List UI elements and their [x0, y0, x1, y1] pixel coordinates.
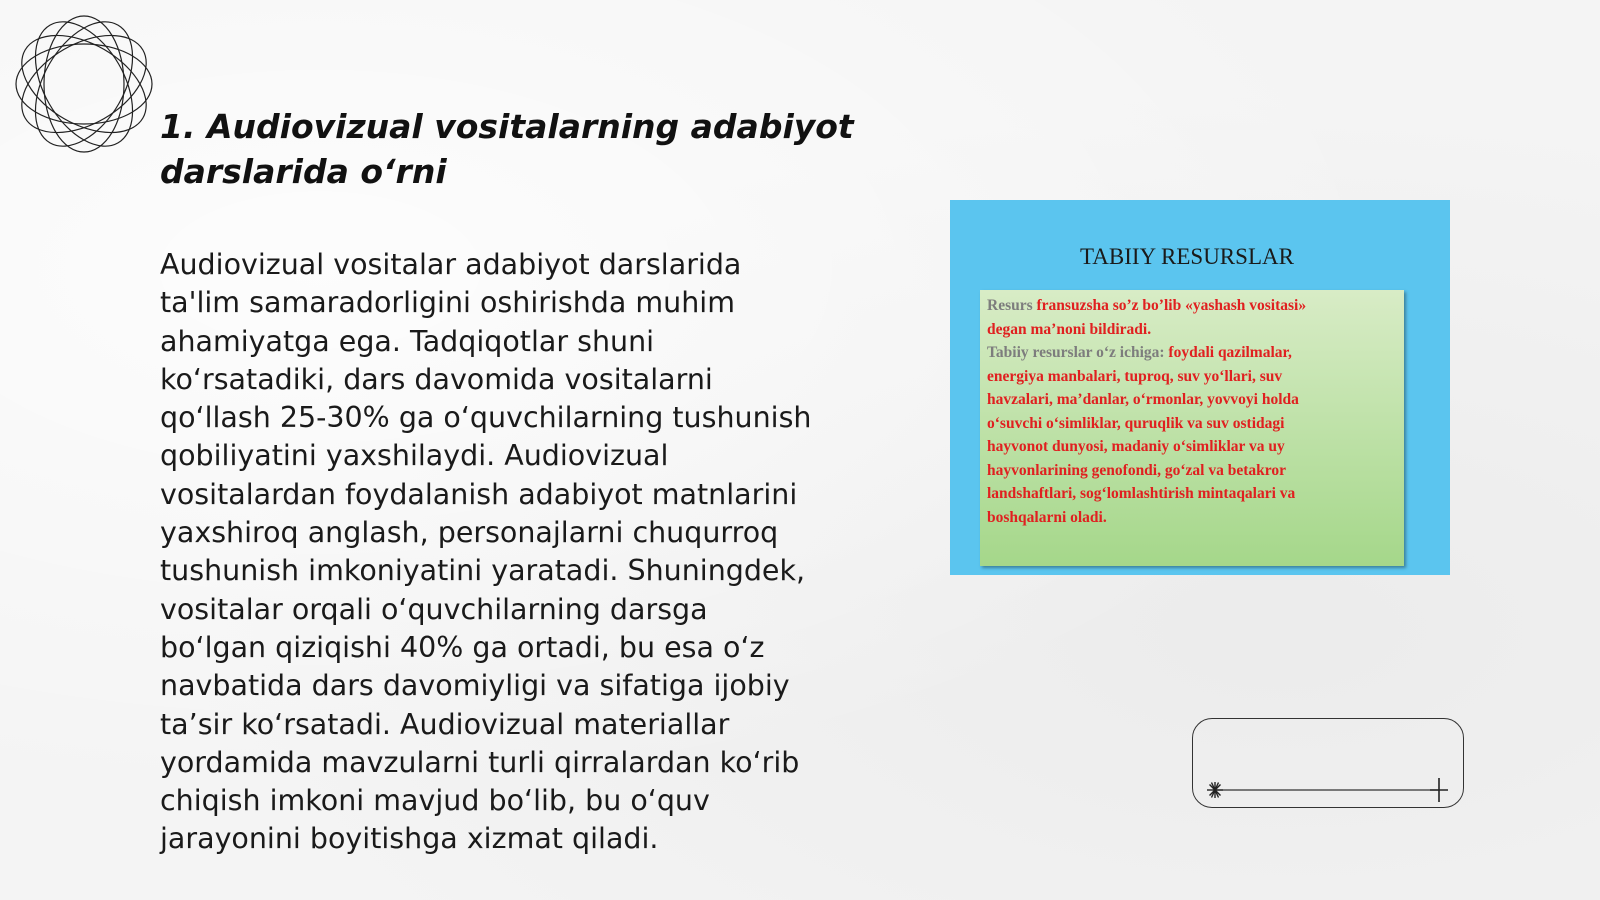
image-line: havzalari, ma’danlar, o‘rmonlar, yovvoyi holda — [987, 391, 1299, 408]
image-text — [987, 294, 1399, 529]
title-line: darslarida o‘rni — [160, 152, 447, 191]
embedded-slide-image — [950, 200, 1450, 575]
body-line: ta'lim samaradorligini oshirishda muhim — [160, 286, 735, 320]
image-line: boshqalarni oladi. — [987, 508, 1107, 526]
interlaced-circles-ornament-icon — [10, 10, 158, 158]
body-line: tushunish imkoniyatini yaratadi. Shuningdek, — [160, 554, 806, 588]
image-line: degan ma’noni bildiradi. — [987, 320, 1152, 338]
image-line: hayvonlarining genofondi, go‘zal va betakror — [987, 461, 1286, 479]
image-text-box — [980, 290, 1404, 566]
image-line: landshaftlari, sog‘lomlashtirish mintaqalari va — [987, 485, 1296, 502]
sparkle-icon — [1207, 782, 1223, 798]
body-line: vositalardan foydalanish adabiyot matnlarini — [160, 477, 798, 511]
body-line: ko‘rsatadiki, dars davomida vositalarni — [160, 362, 713, 396]
image-line — [987, 294, 1399, 318]
body-line: bo‘lgan qiziqishi 40% ga ortadi, bu esa o‘z — [160, 630, 765, 664]
body-line: qo‘llash 25-30% ga o‘quvchilarning tushunish — [160, 401, 812, 435]
decorative-line — [1193, 719, 1465, 809]
body-line: qobiliyatini yaxshilaydi. Audiovizual — [160, 439, 669, 473]
body-line: ahamiyatga ega. Tadqiqotlar shuni — [160, 324, 655, 358]
body-line: chiqish imkoni mavjud bo‘lib, bu o‘quv — [160, 784, 710, 818]
plus-cross-icon — [1430, 778, 1448, 802]
image-text-red: fransuzsha so’z bo’lib «yashash vositasi» — [1032, 297, 1307, 314]
body-paragraph — [160, 246, 860, 859]
title-line: 1. Audiovizual vositalarning adabiyot — [160, 107, 854, 146]
body-line: ta’sir ko‘rsatadi. Audiovizual materiallar — [160, 707, 730, 741]
body-line: jarayonini boyitishga xizmat qiladi. — [160, 822, 659, 856]
image-term: Resurs — [987, 297, 1033, 314]
image-line: energiya manbalari, tuproq, suv yo‘llari, suv — [987, 367, 1283, 385]
body-line: Audiovizual vositalar adabiyot darslarida — [160, 248, 742, 281]
image-heading: TABIIY RESURSLAR — [1080, 244, 1294, 269]
image-term: Tabiiy resurslar o‘z ichiga: — [987, 344, 1165, 361]
image-line: hayvonot dunyosi, madaniy o‘simliklar va uy — [987, 438, 1285, 455]
image-text-red: foydali qazilmalar, — [1164, 344, 1292, 361]
decorative-frame — [1192, 718, 1464, 808]
body-line: yordamida mavzularni turli qirralardan ko‘rib — [160, 745, 800, 779]
slide-title — [160, 104, 860, 194]
body-line: yaxshiroq anglash, personajlarni chuqurroq — [160, 516, 779, 550]
body-line: navbatida dars davomiyligi va sifatiga ijobiy — [160, 669, 790, 703]
image-line — [987, 341, 1399, 365]
body-line: vositalar orqali o‘quvchilarning darsga — [160, 592, 708, 626]
image-line: o‘suvchi o‘simliklar, quruqlik va suv ostidagi — [987, 414, 1285, 432]
